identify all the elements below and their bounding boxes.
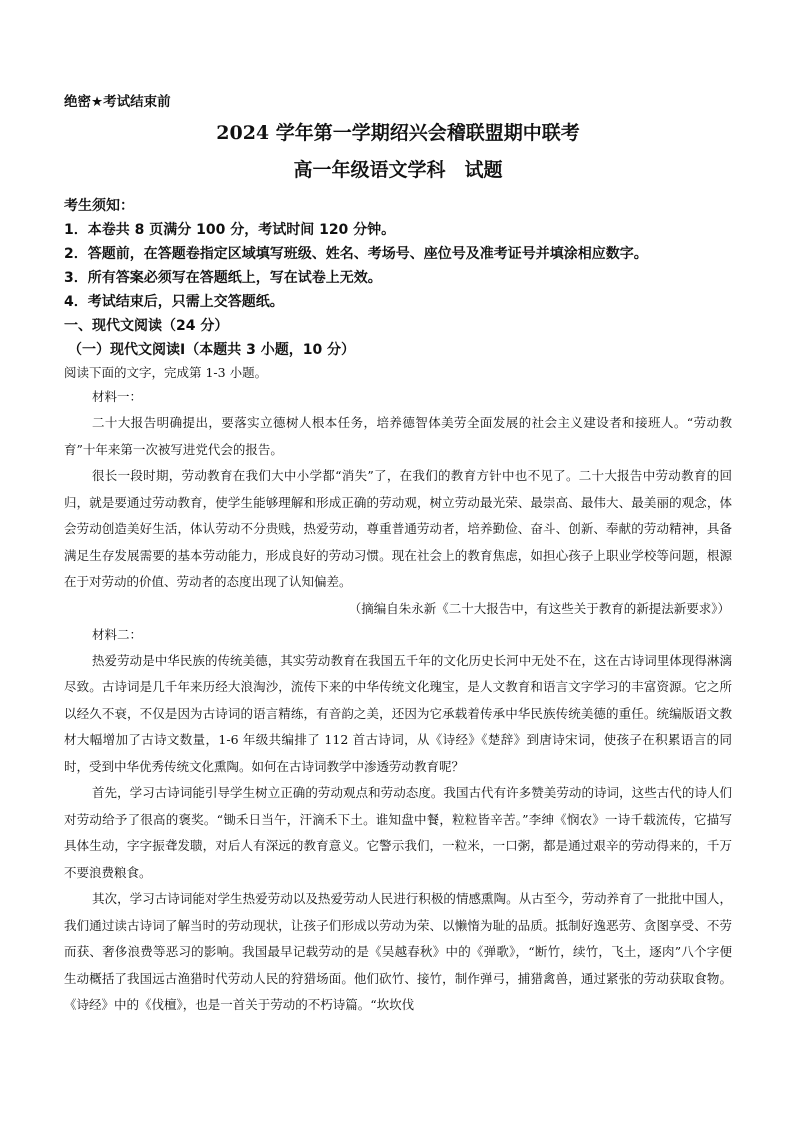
material-one-source: （摘编自朱永新《二十大报告中，有这些关于教育的新提法新要求》） <box>348 600 730 616</box>
material-two-paragraph: 首先，学习古诗词能引导学生树立正确的劳动观点和劳动态度。我国古代有许多赞美劳动的诗词，这些古代的诗人们对劳动给予了很高的褒奖。“锄禾日当午，汗滴禾下土。谁知盘中餐，粒粒皆辛苦。”李绅《悯农》一诗千载流传，它描写具体生动，字字振聋发聩，对后人有深远的教育意义。它警示我们，一粒米，一口粥，都是通过艰辛的劳动得来的，千万不要浪费粮食。 <box>64 785 732 880</box>
material-two-paragraph: 其次，学习古诗词能对学生热爱劳动以及热爱劳动人民进行积极的情感熏陶。从古至今，劳动养育了一批批中国人，我们通过读古诗词了解当时的劳动现状，让孩子们形成以劳动为荣、以懒惰为耻的品质。抵制好逸恶劳、贪图享受、不劳而获、奢侈浪费等恶习的影响。我国最早记载劳动的是《吴越春秋》中的《弹歌》，“断竹，续竹，飞土，逐肉”八个字便生动概括了我国远古渔猎时代劳动人民的狩猎场面。他们砍竹、接竹，制作弹弓，捕猎禽兽，通过紧张的劳动获取食物。《诗经》中的《伐檀》，也是一首关于劳动的不朽诗篇。“坎坎伐 <box>64 891 732 1012</box>
confidential-mark: 绝密★考试结束前 <box>64 94 171 110</box>
exam-subtitle: 高一年级语文学科 试题 <box>293 159 503 181</box>
material-one-label: 材料一： <box>92 389 143 404</box>
notice-heading: 考生须知： <box>64 198 134 214</box>
exam-title: 2024 学年第一学期绍兴会稽联盟期中联考 <box>216 122 580 144</box>
material-one-paragraph: 很长一段时期，劳动教育在我们大中小学都“消失”了，在我们的教育方针中也不见了。二十大报告中劳动教育的回归，就是要通过劳动教育，使学生能够理解和形成正确的劳动观，树立劳动最光荣、最崇高、最伟大、最美丽的观念，体会劳动创造美好生活，体认劳动不分贵贱，热爱劳动，尊重普通劳动者，培养勤俭、奋斗、创新、奉献的劳动精神，具备满足生存发展需要的基本劳动能力，形成良好的劳动习惯。现在社会上的教育焦虑，如担心孩子上职业学校等问题，根源在于对劳动的价值、劳动者的态度出现了认知偏差。 <box>64 468 732 589</box>
section-title: 一、现代文阅读（24 分） <box>64 318 229 334</box>
notice-item: 4．考试结束后，只需上交答题纸。 <box>64 294 284 310</box>
material-one-paragraph: 二十大报告明确提出，要落实立德树人根本任务，培养德智体美劳全面发展的社会主义建设者和接班人。“劳动教育”十年来第一次被写进党代会的报告。 <box>64 415 732 457</box>
notice-item: 3．所有答案必须写在答题纸上，写在试卷上无效。 <box>64 270 382 286</box>
material-two-label: 材料二： <box>92 626 143 642</box>
notice-item: 2．答题前，在答题卷指定区域填写班级、姓名、考场号、座位号及准考证号并填涂相应数字。 <box>64 246 648 262</box>
notice-item: 1．本卷共 8 页满分 100 分，考试时间 120 分钟。 <box>64 222 396 238</box>
reading-instruction: 阅读下面的文字，完成第 1-3 小题。 <box>64 365 268 380</box>
material-two-paragraph: 热爱劳动是中华民族的传统美德，其实劳动教育在我国五千年的文化历史长河中无处不在，这在古诗词里体现得淋漓尽致。古诗词是几千年来历经大浪淘沙，流传下来的中华传统文化瑰宝，是人文教育和语言文字学习的丰富资源。它之所以经久不衰，不仅是因为古诗词的语言精练，有音韵之美，还因为它承载着传承中华民族传统美德的重任。统编版语文教材大幅增加了古诗文数量，1-6 年级共编排了 112 首古诗词，从《诗经》《楚辞》到唐诗宋词，使孩子在积累语言的同时，受到中华优秀传统文化熏陶。如何在古诗词教学中渗透劳动教育呢？ <box>64 652 732 774</box>
subsection-title: （一）现代文阅读Ⅰ（本题共 3 小题，10 分） <box>68 342 356 358</box>
